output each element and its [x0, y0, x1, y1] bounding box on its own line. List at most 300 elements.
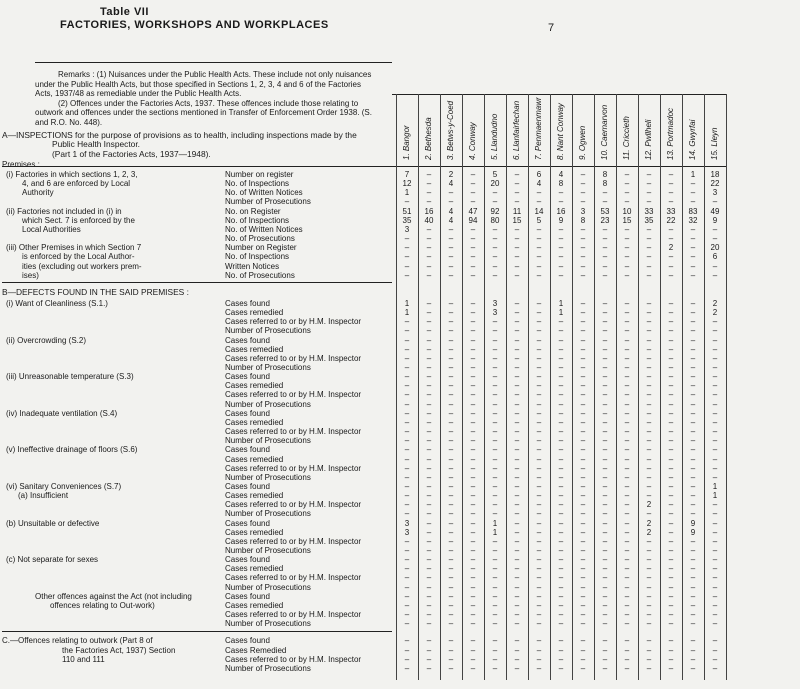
table-cell: –: [668, 270, 674, 280]
table-cell: –: [624, 645, 630, 655]
table-cell: –: [470, 481, 476, 491]
table-cell: –: [448, 427, 454, 437]
table-cell: 83: [688, 206, 698, 216]
table-cell: –: [492, 555, 498, 565]
table-cell: –: [492, 472, 498, 482]
row-label: No. of Inspections: [225, 215, 290, 225]
table-cell: –: [624, 252, 630, 262]
table-cell: –: [646, 417, 652, 427]
table-cell: –: [712, 573, 718, 583]
table-cell: –: [668, 170, 674, 179]
table-cell: –: [426, 270, 432, 280]
table-cell: –: [690, 417, 696, 427]
table-cell: –: [624, 399, 630, 409]
table-cell: –: [426, 298, 432, 308]
table-cell: –: [624, 197, 630, 207]
table-cell: –: [690, 472, 696, 482]
table-cell: 2: [712, 308, 718, 318]
table-cell: –: [426, 518, 432, 528]
table-cell: 51: [402, 206, 412, 216]
table-cell: –: [426, 408, 432, 418]
table-cell: –: [580, 188, 586, 198]
row-label: No. of Prosecutions: [225, 270, 295, 280]
table-cell: –: [690, 224, 696, 234]
page-number: 7: [548, 22, 555, 34]
table-cell: –: [712, 408, 718, 418]
table-cell: –: [426, 619, 432, 629]
table-cell: –: [646, 564, 652, 574]
table-cell: –: [624, 335, 630, 345]
table-cell: –: [646, 600, 652, 610]
table-cell: –: [448, 390, 454, 400]
table-cell: –: [470, 663, 476, 673]
table-cell: –: [514, 427, 520, 437]
table-cell: –: [602, 326, 608, 336]
table-cell: –: [404, 427, 410, 437]
column-header: 6. Llanfairfechan: [512, 100, 521, 160]
table-cell: –: [602, 188, 608, 198]
table-cell: –: [646, 463, 652, 473]
table-cell: 1: [558, 298, 564, 308]
table-cell: 33: [644, 206, 654, 216]
table-cell: –: [712, 546, 718, 555]
row-label: No. of Written Notices: [225, 224, 303, 234]
table-cell: –: [668, 234, 674, 244]
table-cell: 10: [622, 206, 632, 216]
table-cell: –: [470, 252, 476, 262]
table-cell: –: [448, 491, 454, 501]
table-cell: –: [536, 582, 542, 592]
group-label: (i) Want of Cleanliness (S.1.): [6, 298, 108, 308]
table-cell: –: [580, 252, 586, 262]
table-cell: –: [404, 243, 410, 253]
table-cell: –: [448, 463, 454, 473]
table-cell: –: [646, 326, 652, 336]
table-cell: –: [712, 610, 718, 620]
table-cell: –: [404, 417, 410, 427]
table-cell: –: [668, 518, 674, 528]
table-cell: –: [690, 610, 696, 620]
table-cell: –: [668, 317, 674, 327]
table-cell: –: [558, 372, 564, 382]
table-cell: –: [624, 170, 630, 179]
table-cell: 3: [492, 298, 498, 308]
table-cell: –: [492, 445, 498, 455]
table-cell: –: [514, 527, 520, 537]
table-cell: –: [492, 645, 498, 655]
table-cell: –: [668, 427, 674, 437]
table-cell: –: [690, 298, 696, 308]
table-cell: –: [536, 399, 542, 409]
table-cell: –: [668, 536, 674, 546]
table-cell: –: [426, 463, 432, 473]
table-cell: –: [668, 188, 674, 198]
table-cell: 8: [580, 215, 586, 225]
remarks-line: and R.O. No. 448).: [35, 118, 103, 127]
row-label: Cases referred to or by H.M. Inspector: [225, 390, 362, 400]
table-cell: –: [404, 536, 410, 546]
table-cell: 20: [490, 179, 500, 189]
table-cell: –: [470, 645, 476, 655]
table-cell: –: [668, 645, 674, 655]
table-cell: –: [492, 252, 498, 262]
table-cell: –: [646, 335, 652, 345]
table-cell: –: [602, 252, 608, 262]
table-cell: –: [404, 654, 410, 664]
table-cell: –: [470, 463, 476, 473]
table-cell: –: [470, 261, 476, 271]
table-cell: –: [580, 619, 586, 629]
table-cell: –: [580, 335, 586, 345]
table-cell: –: [558, 427, 564, 437]
table-cell: –: [514, 417, 520, 427]
table-cell: –: [624, 261, 630, 271]
table-cell: 20: [710, 243, 720, 253]
table-cell: –: [470, 308, 476, 318]
table-cell: –: [470, 509, 476, 519]
table-cell: –: [646, 308, 652, 318]
table-cell: –: [404, 252, 410, 262]
table-cell: 8: [602, 179, 608, 189]
table-cell: –: [514, 445, 520, 455]
table-cell: –: [690, 436, 696, 446]
table-cell: –: [514, 224, 520, 234]
table-cell: –: [470, 500, 476, 510]
table-cell: –: [514, 645, 520, 655]
group-label: (c) Not separate for sexes: [6, 555, 99, 565]
table-cell: –: [602, 399, 608, 409]
table-cell: –: [492, 270, 498, 280]
table-cell: –: [470, 298, 476, 308]
table-cell: –: [624, 408, 630, 418]
table-cell: –: [448, 663, 454, 673]
table-cell: –: [536, 610, 542, 620]
table-cell: –: [492, 390, 498, 400]
table-cell: –: [470, 417, 476, 427]
table-cell: –: [448, 298, 454, 308]
table-cell: –: [536, 335, 542, 345]
row-label: No. of Written Notices: [225, 188, 303, 198]
table-cell: –: [404, 454, 410, 464]
table-cell: –: [448, 619, 454, 629]
table-cell: –: [536, 536, 542, 546]
row-label: No. of Prosecutions: [225, 234, 295, 244]
table-cell: –: [448, 197, 454, 207]
table-cell: 4: [536, 179, 542, 189]
table-cell: –: [492, 381, 498, 391]
table-cell: –: [712, 399, 718, 409]
table-cell: –: [470, 234, 476, 244]
table-cell: –: [602, 619, 608, 629]
table-cell: –: [470, 427, 476, 437]
table-cell: –: [580, 582, 586, 592]
table-cell: –: [580, 573, 586, 583]
table-cell: –: [712, 636, 718, 646]
table-cell: –: [602, 234, 608, 244]
group-label: ises): [22, 270, 39, 280]
table-cell: –: [690, 363, 696, 372]
table-cell: –: [712, 536, 718, 546]
table-cell: –: [646, 427, 652, 437]
section-c-rule: [2, 631, 392, 632]
column-header: 5. Llandudno: [490, 113, 499, 160]
table-cell: –: [426, 243, 432, 253]
table-cell: –: [624, 179, 630, 189]
table-cell: –: [470, 372, 476, 382]
table-cell: –: [624, 326, 630, 336]
table-cell: –: [514, 536, 520, 546]
table-cell: –: [536, 317, 542, 327]
table-cell: –: [646, 536, 652, 546]
table-cell: –: [558, 344, 564, 354]
table-cell: –: [690, 270, 696, 280]
table-cell: –: [668, 610, 674, 620]
table-cell: –: [514, 481, 520, 491]
table-cell: –: [624, 591, 630, 601]
table-cell: –: [470, 436, 476, 446]
table-cell: –: [624, 363, 630, 372]
table-cell: –: [558, 654, 564, 664]
table-cell: –: [470, 619, 476, 629]
row-label: Cases referred to or by H.M. Inspector: [225, 427, 362, 437]
table-cell: –: [558, 546, 564, 555]
table-cell: –: [426, 335, 432, 345]
table-cell: –: [690, 555, 696, 565]
table-cell: –: [404, 610, 410, 620]
table-cell: –: [690, 454, 696, 464]
table-cell: –: [470, 582, 476, 592]
table-cell: 3: [492, 308, 498, 318]
table-cell: –: [624, 445, 630, 455]
table-cell: –: [448, 243, 454, 253]
table-cell: –: [668, 197, 674, 207]
table-cell: –: [668, 399, 674, 409]
table-cell: –: [624, 372, 630, 382]
table-cell: –: [580, 555, 586, 565]
table-cell: –: [514, 234, 520, 244]
table-cell: –: [492, 399, 498, 409]
table-cell: –: [426, 179, 432, 189]
table-cell: –: [536, 491, 542, 501]
table-cell: –: [580, 224, 586, 234]
table-cell: –: [492, 463, 498, 473]
row-label: Number of Prosecutions: [225, 663, 311, 673]
table-cell: –: [492, 582, 498, 592]
table-cell: –: [448, 481, 454, 491]
table-cell: –: [404, 564, 410, 574]
table-cell: 4: [448, 179, 454, 189]
column-header: 2. Bethesda: [424, 117, 433, 160]
table-cell: –: [668, 546, 674, 555]
table-cell: –: [668, 654, 674, 664]
table-cell: –: [646, 636, 652, 646]
table-cell: –: [426, 500, 432, 510]
column-header: 1. Bangor: [402, 125, 411, 160]
table-cell: –: [602, 472, 608, 482]
table-cell: –: [426, 654, 432, 664]
table-cell: 18: [710, 170, 720, 179]
table-cell: –: [514, 363, 520, 372]
table-cell: –: [690, 500, 696, 510]
table-cell: –: [426, 491, 432, 501]
table-cell: –: [514, 188, 520, 198]
table-cell: 1: [404, 188, 410, 198]
table-cell: –: [690, 326, 696, 336]
table-cell: –: [492, 188, 498, 198]
table-cell: –: [558, 555, 564, 565]
table-cell: –: [492, 454, 498, 464]
table-cell: –: [470, 390, 476, 400]
table-cell: 5: [492, 170, 498, 179]
table-cell: 15: [512, 215, 522, 225]
table-cell: –: [492, 344, 498, 354]
table-cell: –: [580, 261, 586, 271]
table-cell: –: [470, 224, 476, 234]
table-cell: –: [558, 390, 564, 400]
table-cell: –: [624, 298, 630, 308]
table-cell: –: [712, 600, 718, 610]
table-cell: –: [624, 436, 630, 446]
table-cell: –: [426, 224, 432, 234]
table-cell: –: [602, 645, 608, 655]
table-cell: –: [470, 344, 476, 354]
table-cell: –: [448, 536, 454, 546]
table-cell: –: [558, 454, 564, 464]
table-cell: –: [624, 454, 630, 464]
table-cell: –: [712, 564, 718, 574]
row-label: Cases found: [225, 408, 270, 418]
row-label: Number of Prosecutions: [225, 619, 311, 629]
table-cell: –: [580, 436, 586, 446]
table-cell: –: [536, 372, 542, 382]
table-cell: –: [602, 463, 608, 473]
table-cell: –: [580, 527, 586, 537]
table-cell: –: [624, 536, 630, 546]
table-cell: –: [690, 308, 696, 318]
group-label: which Sect. 7 is enforced by the: [22, 215, 135, 225]
table-cell: –: [668, 445, 674, 455]
table-cell: –: [624, 243, 630, 253]
table-cell: –: [426, 509, 432, 519]
table-cell: –: [514, 619, 520, 629]
table-cell: –: [646, 234, 652, 244]
table-cell: –: [668, 500, 674, 510]
table-cell: –: [624, 427, 630, 437]
table-cell: –: [558, 527, 564, 537]
table-cell: –: [404, 500, 410, 510]
table-cell: –: [690, 546, 696, 555]
row-label: Number of Prosecutions: [225, 582, 311, 592]
table-cell: –: [448, 509, 454, 519]
table-cell: –: [470, 491, 476, 501]
table-cell: –: [602, 298, 608, 308]
table-cell: –: [558, 381, 564, 391]
table-cell: –: [404, 619, 410, 629]
table-cell: –: [448, 645, 454, 655]
table-cell: –: [536, 591, 542, 601]
table-cell: –: [426, 445, 432, 455]
table-cell: –: [558, 481, 564, 491]
table-cell: –: [602, 564, 608, 574]
table-cell: –: [492, 243, 498, 253]
table-cell: –: [580, 491, 586, 501]
table-cell: –: [492, 427, 498, 437]
table-cell: –: [624, 600, 630, 610]
table-cell: –: [558, 491, 564, 501]
table-cell: –: [536, 527, 542, 537]
table-cell: –: [448, 573, 454, 583]
table-cell: –: [426, 591, 432, 601]
column-header: 8. Nant Conway: [556, 103, 565, 160]
table-cell: –: [514, 170, 520, 179]
table-cell: –: [404, 463, 410, 473]
table-cell: –: [426, 399, 432, 409]
table-cell: –: [404, 600, 410, 610]
table-cell: –: [448, 445, 454, 455]
row-label: Cases found: [225, 591, 270, 601]
table-cell: –: [514, 654, 520, 664]
table-cell: –: [404, 270, 410, 280]
table-cell: –: [448, 500, 454, 510]
table-cell: –: [448, 654, 454, 664]
table-cell: –: [602, 197, 608, 207]
table-cell: –: [668, 582, 674, 592]
table-cell: –: [668, 619, 674, 629]
table-cell: –: [712, 197, 718, 207]
table-cell: –: [580, 610, 586, 620]
table-cell: –: [558, 509, 564, 519]
table-cell: –: [690, 427, 696, 437]
table-cell: –: [646, 645, 652, 655]
table-cell: –: [448, 308, 454, 318]
table-cell: –: [668, 353, 674, 363]
column-header: 12. Pwllheli: [644, 119, 653, 160]
column-header: 10. Caernarvon: [600, 104, 609, 160]
table-cell: –: [558, 417, 564, 427]
table-cell: –: [536, 600, 542, 610]
row-label: Number on Register: [225, 243, 297, 253]
row-label: Cases found: [225, 518, 270, 528]
column-header: 15. Lleyn: [710, 127, 719, 160]
table-cell: –: [602, 573, 608, 583]
table-cell: –: [580, 463, 586, 473]
table-cell: –: [470, 472, 476, 482]
table-cell: –: [492, 600, 498, 610]
table-cell: –: [580, 509, 586, 519]
table-cell: –: [646, 170, 652, 179]
table-cell: –: [580, 546, 586, 555]
table-cell: –: [404, 317, 410, 327]
row-label: Written Notices: [225, 261, 280, 271]
table-cell: –: [536, 518, 542, 528]
table-cell: –: [492, 317, 498, 327]
table-cell: –: [602, 481, 608, 491]
table-cell: –: [514, 197, 520, 207]
group-label: (v) Ineffective drainage of floors (S.6): [6, 445, 138, 455]
table-cell: –: [470, 399, 476, 409]
table-cell: 80: [490, 215, 500, 225]
premises-label: Premises :: [2, 160, 40, 169]
table-cell: –: [514, 472, 520, 482]
table-cell: –: [470, 564, 476, 574]
group-label: (i) Factories in which sections 1, 2, 3,: [6, 170, 138, 179]
table-cell: –: [624, 463, 630, 473]
table-cell: –: [712, 344, 718, 354]
table-cell: –: [492, 491, 498, 501]
row-label: Number of Prosecutions: [225, 509, 311, 519]
table-cell: –: [602, 372, 608, 382]
table-cell: –: [712, 582, 718, 592]
